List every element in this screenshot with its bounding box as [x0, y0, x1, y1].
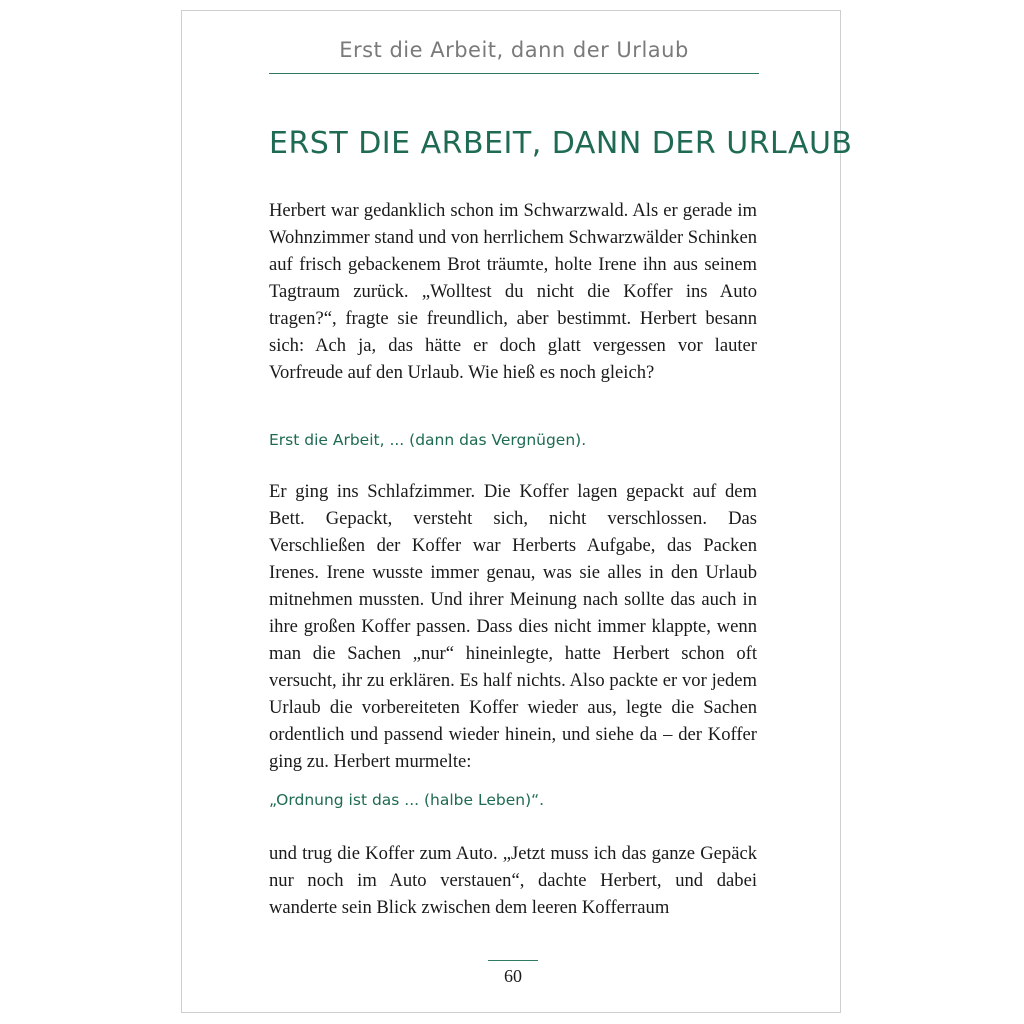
- proverb-quote-1: Erst die Arbeit, ... (dann das Vergnügen).: [269, 431, 587, 449]
- paragraph-2: Er ging ins Schlafzimmer. Die Koffer lagen gepackt auf dem Bett. Gepackt, versteht sich, nicht verschlossen. Das Verschließen der Koffer war Herberts Aufgabe, das Packen Irenes. Irene wusste immer genau, was sie alles in den Urlaub mitnehmen mussten. Und ihrer Meinung nach sollte das auch in ihre großen Koffer passen. Dass dies nicht immer klappte, wenn man die Sachen „nur“ hineinlegte, hatte Herbert schon oft versucht, ihr zu erklären. Es half nichts. Also packte er vor jedem Urlaub die vorbereiteten Koffer wieder aus, legte die Sachen ordentlich und passend wieder hinein, und siehe da – der Koffer ging zu. Herbert murmelte:: [269, 481, 757, 772]
- chapter-title: ERST DIE ARBEIT, DANN DER URLAUB: [269, 126, 853, 161]
- header-divider: [269, 73, 759, 74]
- proverb-quote-2: „Ordnung ist das ... (halbe Leben)“.: [269, 791, 545, 809]
- book-page: [181, 10, 853, 1013]
- footer-divider: [488, 960, 538, 961]
- paragraph-1: Herbert war gedanklich schon im Schwarzwald. Als er gerade im Wohnzimmer stand und von herrlichem Schwarzwälder Schinken auf frisch gebackenem Brot träumte, holte Irene ihn aus seinem Tagtraum zurück. „Wolltest du nicht die Koffer ins Auto tragen?“, fragte sie freundlich, aber bestimmt. Herbert besann sich: Ach ja, das hätte er doch glatt vergessen vor lauter Vorfreude auf den Urlaub. Wie hieß es noch gleich?: [269, 200, 757, 383]
- page-number: 60: [504, 966, 522, 986]
- running-head: Erst die Arbeit, dann der Urlaub: [339, 38, 689, 62]
- paragraph-3: und trug die Koffer zum Auto. „Jetzt muss ich das ganze Gepäck nur noch im Auto verstauen“, dachte Herbert, und dabei wanderte sein Blick zwischen dem leeren Kofferraum: [269, 843, 757, 918]
